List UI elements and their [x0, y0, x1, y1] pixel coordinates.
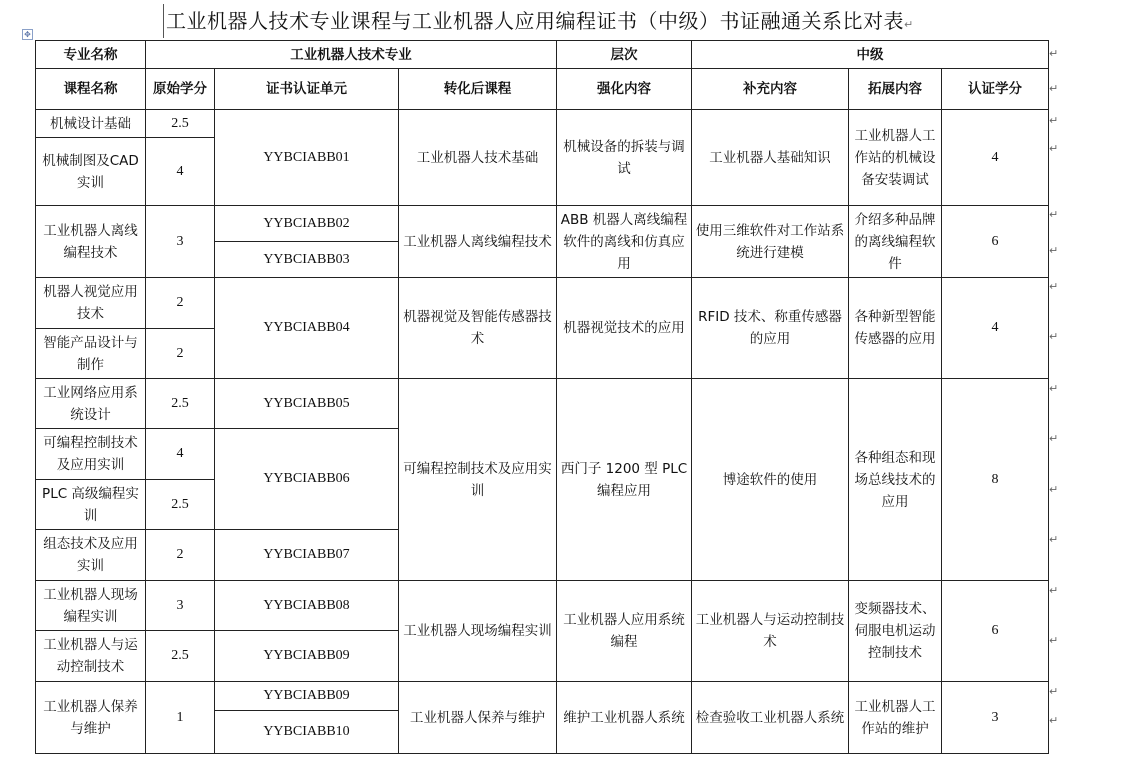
table-row	[36, 206, 1049, 242]
original-credit: 2	[146, 329, 215, 379]
original-credit: 2	[146, 278, 215, 329]
header-supplement: 补充内容	[692, 69, 849, 110]
cert-unit: YYBCIABB02	[215, 206, 399, 242]
cert-credit: 3	[942, 682, 1049, 754]
paragraph-mark: ↵	[1049, 533, 1059, 546]
original-credit: 3	[146, 581, 215, 631]
cert-credit: 6	[942, 206, 1049, 278]
converted-course: 工业机器人离线编程技术	[399, 206, 557, 278]
paragraph-mark: ↵	[1049, 714, 1059, 727]
document-title: 工业机器人技术专业课程与工业机器人应用编程证书（中级）书证融通关系比对表↵	[166, 9, 914, 33]
extend-content: 工业机器人工作站的机械设备安装调试	[849, 110, 942, 206]
course-name: 机械设计基础	[36, 110, 146, 138]
strengthen-content: 机械设备的拆装与调试	[557, 110, 692, 206]
supplement-content: 使用三维软件对工作站系统进行建模	[692, 206, 849, 278]
extend-content: 介绍多种品牌的离线编程软件	[849, 206, 942, 278]
paragraph-mark: ↵	[1049, 114, 1059, 127]
course-name: 工业机器人与运动控制技术	[36, 631, 146, 682]
converted-course: 工业机器人保养与维护	[399, 682, 557, 754]
course-name: 组态技术及应用实训	[36, 530, 146, 581]
table-row	[36, 682, 1049, 711]
paragraph-mark: ↵	[1049, 634, 1059, 647]
paragraph-mark: ↵	[1049, 244, 1059, 257]
level-value: 中级	[692, 41, 1049, 69]
supplement-content: 博途软件的使用	[692, 379, 849, 581]
original-credit: 1	[146, 682, 215, 754]
extend-content: 各种组态和现场总线技术的应用	[849, 379, 942, 581]
extend-content: 各种新型智能传感器的应用	[849, 278, 942, 379]
header-cert-unit: 证书认证单元	[215, 69, 399, 110]
cert-unit: YYBCIABB04	[215, 278, 399, 379]
header-original-credit: 原始学分	[146, 69, 215, 110]
paragraph-mark: ↵	[1049, 382, 1059, 395]
table-row	[36, 379, 1049, 429]
cert-credit: 4	[942, 110, 1049, 206]
converted-course: 工业机器人现场编程实训	[399, 581, 557, 682]
level-label: 层次	[557, 41, 692, 69]
course-name: 工业网络应用系统设计	[36, 379, 146, 429]
table-row	[36, 278, 1049, 329]
course-name: 智能产品设计与制作	[36, 329, 146, 379]
course-name: 工业机器人保养与维护	[36, 682, 146, 754]
cert-unit: YYBCIABB03	[215, 242, 399, 278]
cert-credit: 6	[942, 581, 1049, 682]
supplement-content: RFID 技术、称重传感器的应用	[692, 278, 849, 379]
cert-unit: YYBCIABB01	[215, 110, 399, 206]
major-value: 工业机器人技术专业	[146, 41, 557, 69]
course-name: PLC 高级编程实训	[36, 480, 146, 530]
original-credit: 2.5	[146, 110, 215, 138]
table-row	[36, 581, 1049, 631]
header-cert-credit: 认证学分	[942, 69, 1049, 110]
strengthen-content: ABB 机器人离线编程软件的离线和仿真应用	[557, 206, 692, 278]
header-extend: 拓展内容	[849, 69, 942, 110]
original-credit: 2	[146, 530, 215, 581]
cert-credit: 8	[942, 379, 1049, 581]
original-credit: 4	[146, 429, 215, 480]
cert-unit: YYBCIABB05	[215, 379, 399, 429]
cert-unit: YYBCIABB10	[215, 711, 399, 754]
cert-unit: YYBCIABB06	[215, 429, 399, 530]
strengthen-content: 工业机器人应用系统编程	[557, 581, 692, 682]
paragraph-mark: ↵	[1049, 432, 1059, 445]
paragraph-mark: ↵	[1049, 208, 1059, 221]
original-credit: 2.5	[146, 631, 215, 682]
course-name: 工业机器人现场编程实训	[36, 581, 146, 631]
strengthen-content: 维护工业机器人系统	[557, 682, 692, 754]
supplement-content: 工业机器人基础知识	[692, 110, 849, 206]
original-credit: 2.5	[146, 379, 215, 429]
header-converted-course: 转化后课程	[399, 69, 557, 110]
paragraph-mark: ↵	[1049, 142, 1059, 155]
converted-course: 机器视觉及智能传感器技术	[399, 278, 557, 379]
table-row	[36, 41, 1049, 69]
supplement-content: 检查验收工业机器人系统	[692, 682, 849, 754]
extend-content: 变频器技术、伺服电机运动控制技术	[849, 581, 942, 682]
cert-unit: YYBCIABB07	[215, 530, 399, 581]
converted-course: 工业机器人技术基础	[399, 110, 557, 206]
cert-unit: YYBCIABB09	[215, 682, 399, 711]
paragraph-mark: ↵	[1049, 82, 1059, 95]
strengthen-content: 机器视觉技术的应用	[557, 278, 692, 379]
major-label: 专业名称	[36, 41, 146, 69]
table-row	[36, 110, 1049, 138]
comparison-table	[35, 40, 1049, 754]
course-name: 机械制图及CAD 实训	[36, 138, 146, 206]
course-name: 工业机器人离线编程技术	[36, 206, 146, 278]
converted-course: 可编程控制技术及应用实训	[399, 379, 557, 581]
original-credit: 4	[146, 138, 215, 206]
course-name: 机器人视觉应用技术	[36, 278, 146, 329]
cert-unit: YYBCIABB08	[215, 581, 399, 631]
paragraph-mark: ↵	[904, 18, 914, 31]
move-handle-icon[interactable]: ✥	[22, 29, 33, 40]
original-credit: 2.5	[146, 480, 215, 530]
header-strengthen: 强化内容	[557, 69, 692, 110]
paragraph-mark: ↵	[1049, 584, 1059, 597]
course-name: 可编程控制技术及应用实训	[36, 429, 146, 480]
paragraph-mark: ↵	[1049, 685, 1059, 698]
text-cursor	[163, 4, 164, 38]
supplement-content: 工业机器人与运动控制技术	[692, 581, 849, 682]
paragraph-mark: ↵	[1049, 483, 1059, 496]
paragraph-mark: ↵	[1049, 280, 1059, 293]
table-header-row	[36, 69, 1049, 110]
header-course-name: 课程名称	[36, 69, 146, 110]
original-credit: 3	[146, 206, 215, 278]
cert-unit: YYBCIABB09	[215, 631, 399, 682]
cert-credit: 4	[942, 278, 1049, 379]
strengthen-content: 西门子 1200 型 PLC 编程应用	[557, 379, 692, 581]
paragraph-mark: ↵	[1049, 47, 1059, 60]
paragraph-mark: ↵	[1049, 330, 1059, 343]
extend-content: 工业机器人工作站的维护	[849, 682, 942, 754]
